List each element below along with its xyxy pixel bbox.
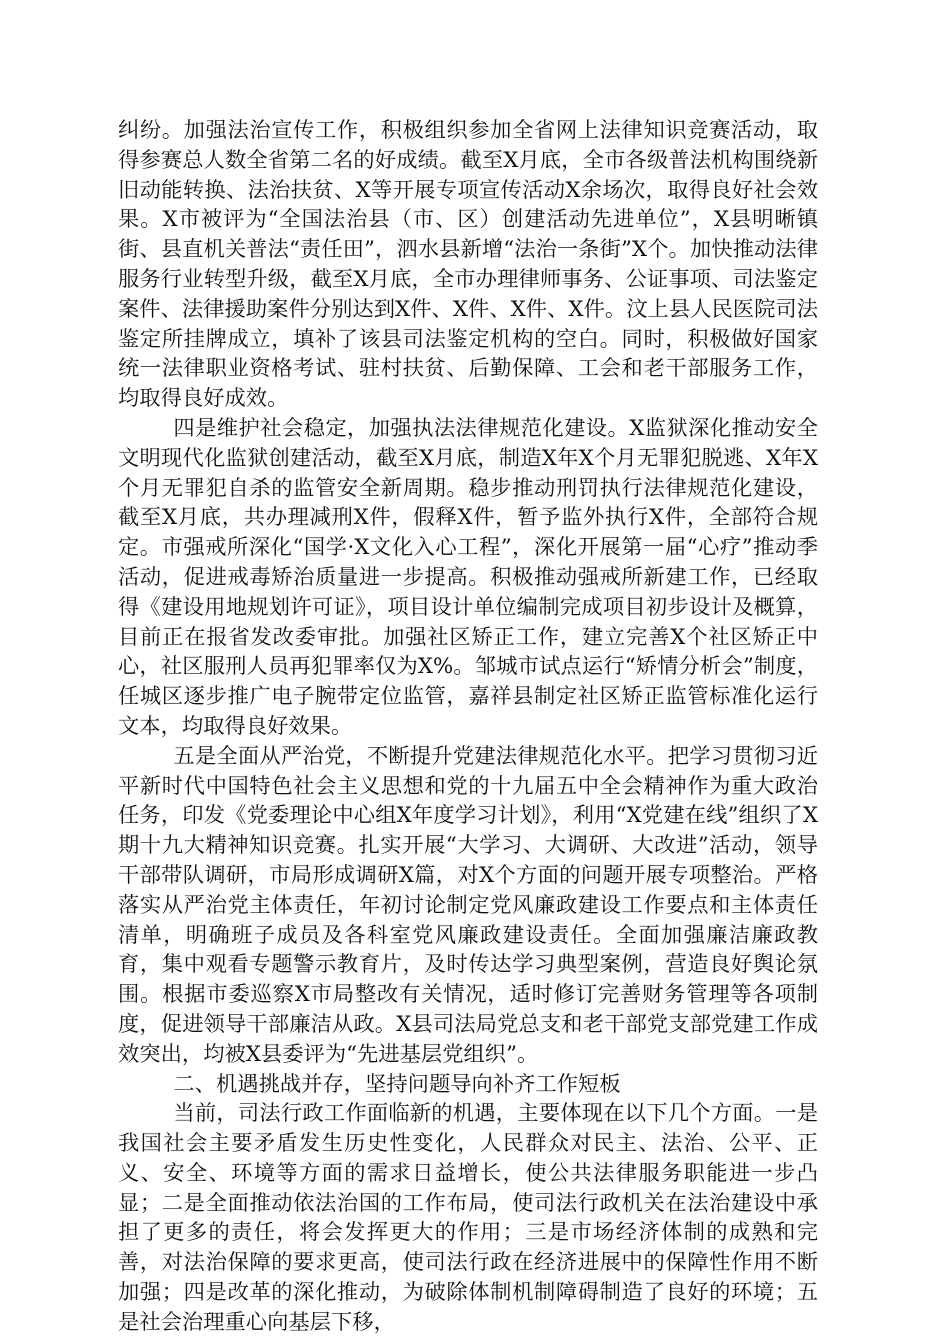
paragraph-party-building: 五是全面从严治党，不断提升党建法律规范化水平。把学习贯彻习近平新时代中国特色社会主义思想和党的十九届五中全会精神作为重大政治任务，印发《党委理论中心组X年度学习计划》，利用“X党建在线”组织了X期十九大精神知识竞赛。扎实开展“大学习、大调研、大改进”活动，领导干部带队调研，市局形成调研X篇，对X个方面的问题开展专项整治。严格落实从严治党主体责任，年初讨论制定党风廉政建设工作要点和主体责任清单，明确班子成员及各科室党风廉政建设责任。全面加强廉洁廉政教育，集中观看专题警示教育片，及时传达学习典型案例，营造良好舆论氛围。根据市委巡察X市局整改有关情况，适时修订完善财务管理等各项制度，促进领导干部廉洁从政。X县司法局党总支和老干部党支部党建工作成效突出，均被X县委评为“先进基层党组织”。 — [118, 743, 818, 1067]
paragraph-current-opportunities: 当前，司法行政工作面临新的机遇，主要体现在以下几个方面。一是我国社会主要矛盾发生历史性变化，人民群众对民主、法治、公平、正义、安全、环境等方面的需求日益增长，使公共法律服务职能进一步凸显；二是全面推动依法治国的工作布局，使司法行政机关在法治建设中承担了更多的责任，将会发挥更大的作用；三是市场经济体制的成熟和完善，对法治保障的要求更高，使司法行政在经济进展中的保障性作用不断加强；四是改革的深化推动，为破除体制机制障碍制造了良好的环境；五是社会治理重心向基层下移， — [118, 1101, 818, 1335]
section-heading-opportunities: 二、机遇挑战并存，坚持问题导向补齐工作短板 — [173, 1071, 621, 1097]
paragraph-legal-publicity: 纠纷。加强法治宣传工作，积极组织参加全省网上法律知识竞赛活动，取得参赛总人数全省第二名的好成绩。截至X月底，全市各级普法机构围绕新旧动能转换、法治扶贫、X等开展专项宣传活动X余场次，取得良好社会效果。X市被评为“全国法治县（市、区）创建活动先进单位”，X县明晰镇街、县直机关普法“责任田”，泗水县新增“法治一条街”X个。加快推动法律服务行业转型升级，截至X月底，全市办理律师事务、公证事项、司法鉴定案件、法律援助案件分别达到X件、X件、X件、X件。汶上县人民医院司法鉴定所挂牌成立，填补了该县司法鉴定机构的空白。同时，积极做好国家统一法律职业资格考试、驻村扶贫、后勤保障、工会和老干部服务工作，均取得良好成效。 — [118, 118, 818, 412]
document-page — [118, 116, 818, 1338]
paragraph-social-stability: 四是维护社会稳定，加强执法法律规范化建设。X监狱深化推动安全文明现代化监狱创建活动，截至X月底，制造X年X个月无罪犯脱逃、X年X个月无罪犯自杀的监管安全新周期。稳步推动刑罚执行法律规范化建设，截至X月底，共办理减刑X件，假释X件，暂予监外执行X件，全部符合规定。市强戒所深化“国学·X文化入心工程”，深化开展第一届“心疗”推动季活动，促进戒毒矫治质量进一步提高。积极推动强戒所新建工作，已经取得《建设用地规划许可证》，项目设计单位编制完成项目初步设计及概算，目前正在报省发改委审批。加强社区矫正工作，建立完善X个社区矫正中心，社区服刑人员再犯罪率仅为X%。邹城市试点运行“矫情分析会”制度，任城区逐步推广电子腕带定位监管，嘉祥县制定社区矫正监管标准化运行文本，均取得良好效果。 — [118, 415, 818, 739]
